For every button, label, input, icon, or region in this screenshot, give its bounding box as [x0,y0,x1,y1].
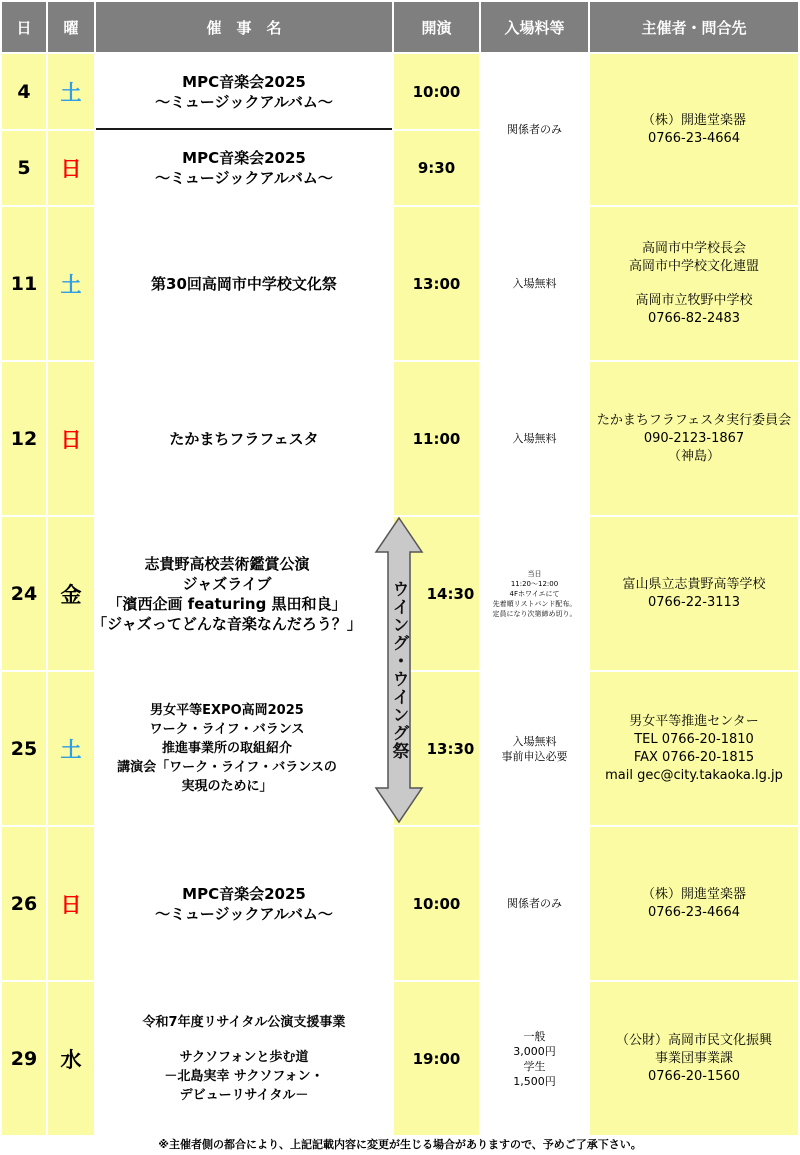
header-day: 日 [2,2,46,52]
row-time: 11:00 [394,362,479,515]
row-day: 24 [2,517,46,670]
row-event: 志貴野高校芸術鑑賞公演 ジャズライブ 「濱西企画 featuring 黒田和良」 「ジャズってどんな音楽なんだろう？」 [96,517,392,670]
row-separator [96,128,392,130]
row-fee: 関係者のみ [481,827,588,980]
row-time: 13:30 [394,672,479,825]
row-event: 令和7年度リサイタル公演支援事業 サクソフォンと歩む道 －北島実幸 サクソフォン・ デビューリサイタル－ [96,982,392,1135]
row-weekday: 土 [48,672,94,825]
row-time: 10:00 [394,827,479,980]
row-event: MPC音楽会2025 ～ミュージックアルバム～ [96,827,392,980]
row-day: 12 [2,362,46,515]
row-day: 4 [2,54,46,129]
row-event: MPC音楽会2025 ～ミュージックアルバム～ [96,131,392,205]
row-organizer-merged: （株）開進堂楽器 0766-23-4664 [590,54,798,205]
row-day: 11 [2,207,46,360]
row-weekday: 土 [48,207,94,360]
row-organizer: （公財）高岡市民文化振興 事業団事業課 0766-20-1560 [590,982,798,1135]
row-organizer: たかまちフラフェスタ実行委員会 090-2123-1867 （神島） [590,362,798,515]
row-event: たかまちフラフェスタ [96,362,392,515]
row-fee-merged: 関係者のみ [481,54,588,205]
row-time: 19:00 [394,982,479,1135]
row-organizer: 男女平等推進センター TEL 0766-20-1810 FAX 0766-20-1815 mail gec@city.takaoka.lg.jp [590,672,798,825]
row-organizer: 富山県立志貴野高等学校 0766-22-3113 [590,517,798,670]
header-time: 開演 [394,2,479,52]
row-event: MPC音楽会2025 ～ミュージックアルバム～ [96,54,392,129]
row-weekday: 水 [48,982,94,1135]
header-weekday: 曜 [48,2,94,52]
header-fee: 入場料等 [481,2,588,52]
header-organizer: 主催者・問合先 [590,2,798,52]
row-weekday: 金 [48,517,94,670]
row-time: 9:30 [394,131,479,205]
row-organizer: （株）開進堂楽器 0766-23-4664 [590,827,798,980]
row-fee: 入場無料 事前申込必要 [481,672,588,825]
row-weekday: 土 [48,54,94,129]
row-fee: 当日 11:20～12:00 4Fホワイエにて 先着順リストバンド配布。 定員になり次第締め切り。 [481,517,588,670]
row-weekday: 日 [48,362,94,515]
row-fee: 入場無料 [481,207,588,360]
row-time: 13:00 [394,207,479,360]
row-time: 14:30 [394,517,479,670]
row-day: 26 [2,827,46,980]
row-day: 5 [2,131,46,205]
row-fee: 一般 3,000円 学生 1,500円 [481,982,588,1135]
row-day: 25 [2,672,46,825]
row-event: 男女平等EXPO高岡2025 ワーク・ライフ・バランス 推進事業所の取組紹介 講演会「ワーク・ライフ・バランスの 実現のために」 [96,672,392,825]
row-event: 第30回高岡市中学校文化祭 [96,207,392,360]
row-organizer: 高岡市中学校長会 高岡市中学校文化連盟 高岡市立牧野中学校 0766-82-2483 [590,207,798,360]
row-fee: 入場無料 [481,362,588,515]
row-weekday: 日 [48,827,94,980]
row-day: 29 [2,982,46,1135]
header-event: 催 事 名 [96,2,392,52]
wing-festival-label: ウイング・ウイング祭 [388,580,409,760]
footnote: ※主催者側の都合により、上記記載内容に変更が生じる場合がありますので、予めご了承下さい。 [158,1138,642,1151]
row-weekday: 日 [48,131,94,205]
row-time: 10:00 [394,54,479,129]
